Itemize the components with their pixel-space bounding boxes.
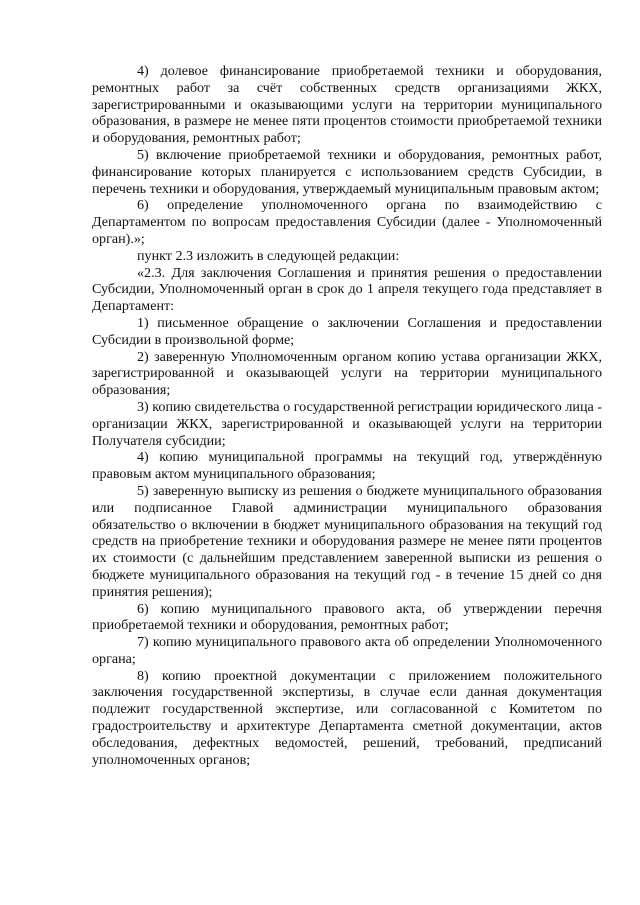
paragraph-clause-2-3: «2.3. Для заключения Соглашения и принятия решения о предоставлении Субсидии, Уполномоченный орган в срок до 1 апреля текущего года представляет в Департамент:	[92, 264, 602, 315]
paragraph-doc-6: 6) копию муниципального правового акта, об утверждении перечня приобретаемой техники и оборудования, ремонтных работ;	[92, 600, 602, 634]
paragraph-doc-7: 7) копию муниципального правового акта об определении Уполномоченного органа;	[92, 634, 602, 667]
paragraph-doc-8: 8) копию проектной документации с приложением положительного заключения государственной экспертизы, в случае если данная документация подлежит государственной экспертизе, или согласованной с Комитетом по градостроительству и архитектуре Департамента сметной документации, актов обследования, дефектных ведомостей, решений, требований, предписаний уполномоченных органов;	[92, 667, 602, 768]
paragraph-item-6: 6) определение уполномоченного органа по взаимодействию с Департаментом по вопросам предоставления Субсидии (далее - Уполномоченный орган).»;	[92, 197, 602, 247]
paragraph-item-5: 5) включение приобретаемой техники и оборудования, ремонтных работ, финансирование которых планируется с использованием средств Субсидии, в перечень техники и оборудования, утверждаемый муниципальным правовым актом;	[92, 146, 602, 197]
paragraph-doc-5: 5) заверенную выписку из решения о бюджете муниципального образования или подписанное Главой администрации муниципального образования обязательство о включении в бюджет муниципального образования на текущий год средств на приобретение техники и оборудования размере не менее пяти процентов их стоимости (с дальнейшим представлением заверенной выписки из решения о бюджете муниципального образования на текущий год - в течение 15 дней со дня принятия решения);	[92, 482, 602, 600]
paragraph-doc-2: 2) заверенную Уполномоченным органом копию устава организации ЖКХ, зарегистрированной и оказывающей услуги на территории муниципального образования;	[92, 348, 602, 399]
document-body	[92, 63, 602, 768]
paragraph-doc-4: 4) копию муниципальной программы на текущий год, утверждённую правовым актом муниципального образования;	[92, 449, 602, 483]
paragraph-clause-2-3-intro: пункт 2.3 изложить в следующей редакции:	[137, 247, 400, 264]
paragraph-item-4: 4) долевое финансирование приобретаемой техники и оборудования, ремонтных работ за счёт собственных средств организациями ЖКХ, зарегистрированными и оказывающими услуги на территории муниципального образования, в размере не менее пяти процентов стоимости приобретаемой техники и оборудования, ремонтных работ;	[92, 63, 602, 147]
paragraph-doc-1: 1) письменное обращение о заключении Соглашения и предоставлении Субсидии в произвольной форме;	[92, 314, 602, 348]
paragraph-doc-3: 3) копию свидетельства о государственной регистрации юридического лица - организации ЖКХ, зарегистрированной и оказывающей услуги на территории Получателя субсидии;	[92, 398, 602, 449]
